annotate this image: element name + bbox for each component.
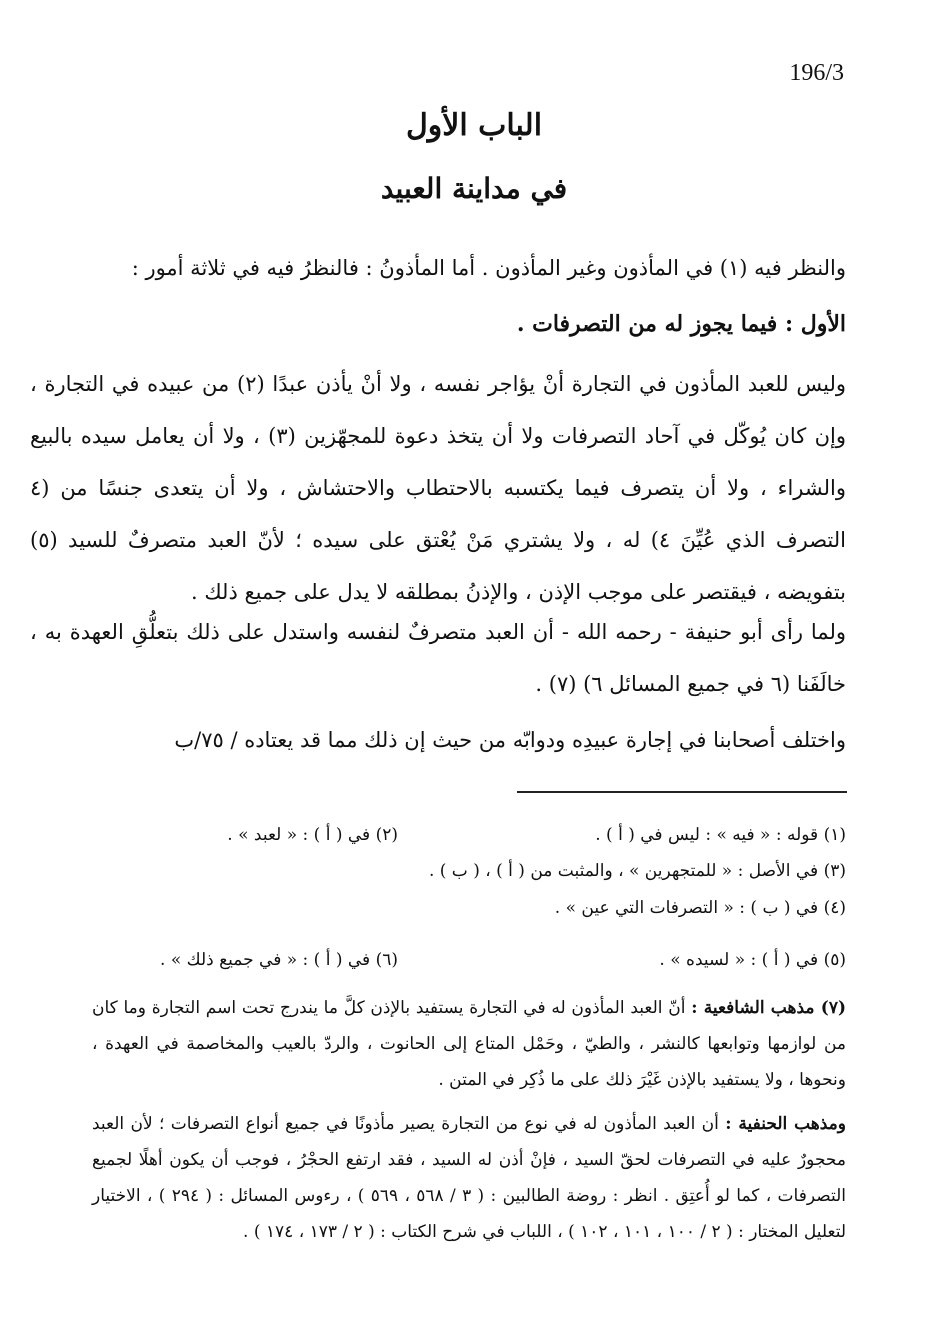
chapter-subtitle: في مداينة العبيد [380, 172, 568, 205]
section-heading: الأول : فيما يجوز له من التصرفات . [516, 311, 846, 337]
footnote-7-label: (٧) مذهب الشافعية : [691, 998, 846, 1018]
paragraph-abu-hanifa: ولما رأى أبو حنيفة - رحمه الله - أن العبد متصرفٌ لنفسه واستدل على ذلك بتعلُّقِ العهدة به ، خالَفَنا (٦ في جميع المسائل ٦) (٧) . [30, 620, 846, 696]
chapter-title: الباب الأول [405, 108, 543, 143]
footnote-7-continuation [92, 1106, 846, 1250]
paragraph-disagreement: واختلف أصحابنا في إجارة عبيدِه ودوابّه من حيث إن ذلك مما قد يعتاده / ٧٥/ب [174, 728, 846, 752]
paragraph-permissions: وليس للعبد المأذون في التجارة أنْ يؤاجر نفسه ، ولا أنْ يأذن عبدًا (٢) من عبيده في التجارة ، وإن كان يُوكّل في آحاد التصرفات ولا أن يتخذ دعوة للمجهّزين (٣) ، ولا أن يعامل سيده بالبيع والشراء ، ولا أن يتصرف فيما يكتسبه بالاحتطاب والاحتشاش ، ولا أن يتعدى جنسًا من (٤ التصرف الذي عُيِّنَ ٤) له ، ولا يشتري مَنْ يُعْتق على سيده ؛ لأنّ العبد متصرفٌ للسيد (٥) بتفويضه ، فيقتصر على موجب الإذن ، والإذنُ بمطلقه لا يدل على جميع ذلك . [30, 372, 847, 604]
page-number: 196/3 [789, 60, 844, 86]
footnote-6: (٦) في ( أ ) : « في جميع ذلك » . [160, 950, 398, 970]
footnote-2: (٢) في ( أ ) : « لعبد » . [227, 825, 398, 845]
footnote-5: (٥) في ( أ ) : « لسيده » . [659, 950, 846, 970]
footnote-1: (١) قوله : « فيه » : ليس في ( أ ) . [595, 825, 846, 845]
footnote-8-text: أن العبد المأذون له في نوع من التجارة يصير مأذونًا في جميع أنواع التصرفات ؛ لأن العبد محجورٌ عليه في التصرفات لحقّ السيد ، فإنْ أذن له السيد ، فقد ارتفع الحجْرُ ، فوجب أن يكون أهلًا لجميع التصرفات ، كما لو أُعتِق . انظر : روضة الطالبين : ( ٣ / ٥٦٨ ، ٥٦٩ ) ، رءوس المسائل : ( ٢٩٤ ) ، الاختيار لتعليل المختار : ( ٢ / ١٠٠ ، ١٠١ ، ١٠٢ ) ، اللباب في شرح الكتاب : ( ٢ / ١٧٣ ، ١٧٤ ) . [92, 1114, 846, 1242]
footnote-7-text: أنّ العبد المأذون له في التجارة يستفيد بالإذن كلَّ ما يندرج تحت اسم التجارة وما كان من لوازمها وتوابعها كالنشر ، والطيّ ، وحَمْل المتاع إلى الحانوت ، والردّ بالعيب والمخاصمة في العهدة ، ونحوها ، ولا يستفيد بالإذن غَيْرَ ذلك على ما ذُكِر في المتن . [92, 998, 846, 1090]
footnote-separator [517, 791, 847, 793]
footnote-3: (٣) في الأصل : « للمتجهرين » ، والمثبت من ( أ ) ، ( ب ) . [428, 861, 846, 881]
footnote-8-label: ومذهب الحنفية : [725, 1114, 846, 1134]
footnote-7 [92, 990, 846, 1098]
footnote-4: (٤) في ( ب ) : « التصرفات التي عين » . [554, 898, 846, 918]
paragraph-intro: والنظر فيه (١) في المأذون وغير المأذون . أما المأذونُ : فالنظرُ فيه في ثلاثة أمور : [131, 256, 846, 280]
